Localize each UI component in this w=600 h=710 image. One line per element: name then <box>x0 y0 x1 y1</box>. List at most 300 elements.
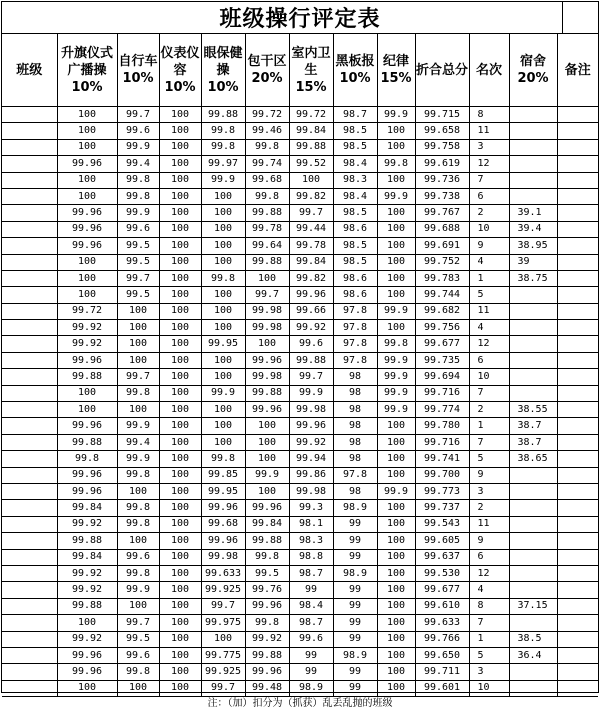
cell-appearance: 100 <box>159 352 201 368</box>
cell-appearance: 100 <box>159 270 201 286</box>
cell-note <box>557 385 598 401</box>
cell-total: 99.783 <box>415 270 469 286</box>
cell-appearance: 100 <box>159 303 201 319</box>
cell-discipline: 100 <box>377 434 415 450</box>
cell-total: 99.735 <box>415 352 469 368</box>
cell-indoor: 99.7 <box>289 369 333 385</box>
cell-rank: 12 <box>469 156 509 172</box>
cell-class <box>2 205 57 221</box>
cell-board: 97.8 <box>333 352 377 368</box>
cell-discipline: 99.9 <box>377 107 415 123</box>
cell-discipline: 100 <box>377 254 415 270</box>
cell-class <box>2 123 57 139</box>
cell-class <box>2 238 57 254</box>
cell-note <box>557 467 598 483</box>
cell-dorm <box>509 336 557 352</box>
cell-class <box>2 582 57 598</box>
cell-bike: 99.8 <box>117 565 159 581</box>
score-table <box>2 34 598 697</box>
cell-dorm <box>509 287 557 303</box>
cell-board: 98 <box>333 418 377 434</box>
table-row <box>2 664 598 680</box>
cell-indoor: 99.84 <box>289 123 333 139</box>
cell-total: 99.737 <box>415 500 469 516</box>
table-row <box>2 483 598 499</box>
cell-discipline: 100 <box>377 123 415 139</box>
cell-dorm: 37.15 <box>509 598 557 614</box>
cell-note <box>557 188 598 204</box>
cell-class <box>2 188 57 204</box>
cell-dorm <box>509 467 557 483</box>
table-row <box>2 385 598 401</box>
cell-rank: 4 <box>469 582 509 598</box>
cell-area: 99.88 <box>245 647 289 663</box>
cell-dorm: 39.1 <box>509 205 557 221</box>
cell-note <box>557 369 598 385</box>
cell-flag: 99.84 <box>57 549 117 565</box>
cell-bike: 100 <box>117 483 159 499</box>
cell-discipline: 100 <box>377 516 415 532</box>
cell-area: 99.96 <box>245 598 289 614</box>
cell-dorm: 36.4 <box>509 647 557 663</box>
cell-bike: 99.8 <box>117 172 159 188</box>
cell-appearance: 100 <box>159 598 201 614</box>
cell-total: 99.619 <box>415 156 469 172</box>
cell-dorm <box>509 352 557 368</box>
cell-dorm <box>509 664 557 680</box>
cell-area: 99.98 <box>245 320 289 336</box>
cell-appearance: 100 <box>159 516 201 532</box>
cell-rank: 9 <box>469 467 509 483</box>
cell-discipline: 99.9 <box>377 483 415 499</box>
cell-appearance: 100 <box>159 107 201 123</box>
cell-appearance: 100 <box>159 221 201 237</box>
cell-total: 99.773 <box>415 483 469 499</box>
cell-area: 99.92 <box>245 631 289 647</box>
cell-dorm <box>509 139 557 155</box>
cell-eye: 99.975 <box>201 615 245 631</box>
cell-class <box>2 451 57 467</box>
table-row <box>2 188 598 204</box>
title-divider <box>562 2 563 33</box>
cell-total: 99.530 <box>415 565 469 581</box>
cell-discipline: 99.9 <box>377 188 415 204</box>
cell-discipline: 99.9 <box>377 402 415 418</box>
table-row <box>2 205 598 221</box>
cell-flag: 99.84 <box>57 500 117 516</box>
cell-dorm <box>509 303 557 319</box>
cell-flag: 99.96 <box>57 483 117 499</box>
cell-total: 99.756 <box>415 320 469 336</box>
cell-total: 99.633 <box>415 615 469 631</box>
cell-dorm: 38.7 <box>509 418 557 434</box>
cell-flag: 100 <box>57 172 117 188</box>
cell-note <box>557 254 598 270</box>
cell-indoor: 98.9 <box>289 680 333 696</box>
cell-discipline: 99.8 <box>377 156 415 172</box>
cell-total: 99.677 <box>415 582 469 598</box>
cell-rank: 5 <box>469 451 509 467</box>
cell-note <box>557 238 598 254</box>
cell-class <box>2 352 57 368</box>
cell-bike: 99.8 <box>117 516 159 532</box>
cell-dorm <box>509 123 557 139</box>
cell-discipline: 100 <box>377 647 415 663</box>
cell-class <box>2 565 57 581</box>
cell-rank: 2 <box>469 205 509 221</box>
table-row <box>2 238 598 254</box>
cell-appearance: 100 <box>159 287 201 303</box>
cell-discipline: 100 <box>377 565 415 581</box>
cell-eye: 100 <box>201 631 245 647</box>
cell-area: 99.96 <box>245 664 289 680</box>
cell-note <box>557 172 598 188</box>
table-row <box>2 631 598 647</box>
cell-board: 98 <box>333 402 377 418</box>
cell-note <box>557 565 598 581</box>
cell-eye: 99.9 <box>201 172 245 188</box>
cell-discipline: 99.9 <box>377 369 415 385</box>
cell-eye: 100 <box>201 352 245 368</box>
cell-bike: 100 <box>117 320 159 336</box>
cell-discipline: 99.8 <box>377 336 415 352</box>
cell-indoor: 99.82 <box>289 270 333 286</box>
cell-class <box>2 287 57 303</box>
cell-flag: 99.96 <box>57 205 117 221</box>
cell-note <box>557 139 598 155</box>
cell-flag: 99.96 <box>57 418 117 434</box>
cell-indoor: 99.9 <box>289 385 333 401</box>
cell-appearance: 100 <box>159 647 201 663</box>
cell-eye: 99.98 <box>201 549 245 565</box>
cell-note <box>557 418 598 434</box>
cell-board: 98 <box>333 369 377 385</box>
cell-flag: 99.96 <box>57 352 117 368</box>
cell-indoor: 99.98 <box>289 402 333 418</box>
cell-dorm <box>509 369 557 385</box>
table-row <box>2 680 598 696</box>
cell-board: 98.9 <box>333 500 377 516</box>
cell-dorm <box>509 549 557 565</box>
cell-note <box>557 598 598 614</box>
table-row <box>2 500 598 516</box>
cell-rank: 6 <box>469 188 509 204</box>
cell-indoor: 98.8 <box>289 549 333 565</box>
table-row <box>2 270 598 286</box>
cell-rank: 10 <box>469 221 509 237</box>
cell-eye: 99.8 <box>201 451 245 467</box>
cell-board: 98.5 <box>333 254 377 270</box>
cell-dorm: 38.65 <box>509 451 557 467</box>
cell-note <box>557 483 598 499</box>
cell-eye: 100 <box>201 238 245 254</box>
cell-flag: 99.92 <box>57 565 117 581</box>
cell-note <box>557 336 598 352</box>
cell-eye: 100 <box>201 320 245 336</box>
cell-class <box>2 647 57 663</box>
cell-dorm: 38.55 <box>509 402 557 418</box>
cell-class <box>2 533 57 549</box>
cell-flag: 100 <box>57 385 117 401</box>
table-row <box>2 336 598 352</box>
cell-board: 98.4 <box>333 156 377 172</box>
cell-total: 99.767 <box>415 205 469 221</box>
cell-class <box>2 139 57 155</box>
cell-bike: 99.6 <box>117 123 159 139</box>
cell-appearance: 100 <box>159 615 201 631</box>
cell-rank: 4 <box>469 254 509 270</box>
cell-class <box>2 254 57 270</box>
cell-appearance: 100 <box>159 418 201 434</box>
cell-indoor: 99.84 <box>289 254 333 270</box>
cell-class <box>2 107 57 123</box>
header-indoor: 室内卫生15% <box>289 34 333 107</box>
cell-dorm <box>509 385 557 401</box>
cell-board: 98.4 <box>333 188 377 204</box>
cell-discipline: 100 <box>377 238 415 254</box>
cell-flag: 99.92 <box>57 516 117 532</box>
cell-rank: 3 <box>469 139 509 155</box>
cell-class <box>2 385 57 401</box>
cell-note <box>557 123 598 139</box>
cell-eye: 99.88 <box>201 107 245 123</box>
cell-eye: 100 <box>201 221 245 237</box>
cell-flag: 100 <box>57 287 117 303</box>
cell-flag: 99.88 <box>57 369 117 385</box>
cell-area: 99.72 <box>245 107 289 123</box>
cell-bike: 99.9 <box>117 451 159 467</box>
cell-rank: 11 <box>469 516 509 532</box>
cell-total: 99.691 <box>415 238 469 254</box>
cell-flag: 99.96 <box>57 156 117 172</box>
cell-class <box>2 303 57 319</box>
cell-total: 99.752 <box>415 254 469 270</box>
cell-indoor: 99 <box>289 664 333 680</box>
cell-indoor: 98.1 <box>289 516 333 532</box>
cell-rank: 8 <box>469 598 509 614</box>
cell-dorm: 38.5 <box>509 631 557 647</box>
cell-area: 99.96 <box>245 500 289 516</box>
cell-indoor: 99.92 <box>289 434 333 450</box>
cell-flag: 99.92 <box>57 631 117 647</box>
cell-area: 100 <box>245 483 289 499</box>
cell-eye: 99.95 <box>201 483 245 499</box>
cell-discipline: 100 <box>377 680 415 696</box>
cell-area: 99.78 <box>245 221 289 237</box>
cell-class <box>2 549 57 565</box>
cell-board: 97.8 <box>333 336 377 352</box>
cell-area: 99.88 <box>245 205 289 221</box>
cell-rank: 1 <box>469 631 509 647</box>
cell-discipline: 100 <box>377 451 415 467</box>
cell-board: 99 <box>333 598 377 614</box>
cell-class <box>2 631 57 647</box>
cell-appearance: 100 <box>159 205 201 221</box>
cell-dorm <box>509 533 557 549</box>
cell-note <box>557 615 598 631</box>
cell-rank: 5 <box>469 647 509 663</box>
cell-area: 99.46 <box>245 123 289 139</box>
cell-note <box>557 303 598 319</box>
cell-rank: 8 <box>469 107 509 123</box>
cell-discipline: 100 <box>377 533 415 549</box>
cell-dorm <box>509 188 557 204</box>
cell-total: 99.694 <box>415 369 469 385</box>
cell-class <box>2 664 57 680</box>
cell-rank: 12 <box>469 336 509 352</box>
cell-flag: 99.8 <box>57 451 117 467</box>
header-area: 包干区20% <box>245 34 289 107</box>
cell-flag: 100 <box>57 254 117 270</box>
cell-bike: 100 <box>117 680 159 696</box>
cell-bike: 99.7 <box>117 369 159 385</box>
cell-board: 99 <box>333 664 377 680</box>
cell-eye: 99.925 <box>201 664 245 680</box>
cell-indoor: 99.86 <box>289 467 333 483</box>
cell-bike: 99.8 <box>117 500 159 516</box>
cell-board: 99 <box>333 533 377 549</box>
cell-board: 98.7 <box>333 107 377 123</box>
cell-dorm <box>509 615 557 631</box>
cell-class <box>2 500 57 516</box>
cell-discipline: 100 <box>377 139 415 155</box>
cell-flag: 99.92 <box>57 336 117 352</box>
cell-bike: 100 <box>117 352 159 368</box>
cell-board: 98.9 <box>333 647 377 663</box>
cell-board: 98.6 <box>333 270 377 286</box>
header-class: 班级 <box>2 34 57 107</box>
cell-class <box>2 402 57 418</box>
cell-board: 99 <box>333 631 377 647</box>
cell-bike: 99.7 <box>117 615 159 631</box>
cell-bike: 99.9 <box>117 139 159 155</box>
table-row <box>2 615 598 631</box>
cell-rank: 5 <box>469 287 509 303</box>
cell-class <box>2 434 57 450</box>
cell-note <box>557 221 598 237</box>
cell-note <box>557 664 598 680</box>
cell-indoor: 98.7 <box>289 615 333 631</box>
cell-eye: 100 <box>201 402 245 418</box>
cell-dorm <box>509 107 557 123</box>
cell-indoor: 99.88 <box>289 352 333 368</box>
cell-indoor: 98.7 <box>289 565 333 581</box>
table-body <box>2 107 598 697</box>
cell-discipline: 100 <box>377 500 415 516</box>
cell-board: 98.3 <box>333 172 377 188</box>
cell-flag: 100 <box>57 402 117 418</box>
cell-flag: 100 <box>57 107 117 123</box>
cell-indoor: 99.82 <box>289 188 333 204</box>
cell-rank: 1 <box>469 270 509 286</box>
cell-eye: 100 <box>201 287 245 303</box>
table-row <box>2 418 598 434</box>
cell-board: 97.8 <box>333 467 377 483</box>
header-total: 折合总分 <box>415 34 469 107</box>
cell-bike: 99.8 <box>117 385 159 401</box>
cell-note <box>557 352 598 368</box>
cell-bike: 99.5 <box>117 238 159 254</box>
cell-board: 97.8 <box>333 320 377 336</box>
cell-bike: 100 <box>117 336 159 352</box>
cell-bike: 99.8 <box>117 467 159 483</box>
cell-total: 99.716 <box>415 434 469 450</box>
cell-board: 98.5 <box>333 139 377 155</box>
table-row <box>2 254 598 270</box>
cell-dorm: 39 <box>509 254 557 270</box>
table-row <box>2 221 598 237</box>
cell-eye: 100 <box>201 205 245 221</box>
cell-flag: 100 <box>57 188 117 204</box>
cell-rank: 11 <box>469 303 509 319</box>
cell-eye: 99.97 <box>201 156 245 172</box>
table-row <box>2 598 598 614</box>
cell-indoor: 99.78 <box>289 238 333 254</box>
cell-board: 99 <box>333 615 377 631</box>
cell-appearance: 100 <box>159 533 201 549</box>
cell-bike: 99.4 <box>117 434 159 450</box>
cell-class <box>2 467 57 483</box>
cell-note <box>557 516 598 532</box>
cell-area: 99.98 <box>245 303 289 319</box>
cell-discipline: 100 <box>377 598 415 614</box>
cell-indoor: 99.66 <box>289 303 333 319</box>
table-row <box>2 303 598 319</box>
cell-indoor: 99.44 <box>289 221 333 237</box>
cell-class <box>2 598 57 614</box>
cell-eye: 100 <box>201 188 245 204</box>
cell-appearance: 100 <box>159 631 201 647</box>
cell-rank: 4 <box>469 320 509 336</box>
cell-bike: 99.8 <box>117 188 159 204</box>
cell-total: 99.650 <box>415 647 469 663</box>
header-board: 黑板报10% <box>333 34 377 107</box>
cell-discipline: 100 <box>377 418 415 434</box>
cell-rank: 10 <box>469 369 509 385</box>
cell-flag: 99.88 <box>57 434 117 450</box>
cell-bike: 99.9 <box>117 418 159 434</box>
cell-rank: 6 <box>469 549 509 565</box>
cell-indoor: 99.3 <box>289 500 333 516</box>
header-row <box>2 34 598 107</box>
cell-appearance: 100 <box>159 320 201 336</box>
cell-eye: 99.85 <box>201 467 245 483</box>
cell-indoor: 99.7 <box>289 205 333 221</box>
cell-total: 99.774 <box>415 402 469 418</box>
cell-discipline: 100 <box>377 664 415 680</box>
cell-dorm: 38.7 <box>509 434 557 450</box>
cell-indoor: 99.6 <box>289 336 333 352</box>
cell-note <box>557 287 598 303</box>
cell-appearance: 100 <box>159 336 201 352</box>
cell-eye: 99.8 <box>201 270 245 286</box>
cell-area: 99.68 <box>245 172 289 188</box>
cell-total: 99.711 <box>415 664 469 680</box>
cell-area: 99.7 <box>245 287 289 303</box>
cell-flag: 99.92 <box>57 320 117 336</box>
cell-note <box>557 533 598 549</box>
cell-discipline: 99.9 <box>377 352 415 368</box>
cell-rank: 6 <box>469 352 509 368</box>
cell-note <box>557 270 598 286</box>
cell-total: 99.744 <box>415 287 469 303</box>
cell-note <box>557 582 598 598</box>
cell-discipline: 100 <box>377 467 415 483</box>
header-bike: 自行车10% <box>117 34 159 107</box>
cell-note <box>557 434 598 450</box>
cell-area: 99.96 <box>245 402 289 418</box>
cell-appearance: 100 <box>159 402 201 418</box>
